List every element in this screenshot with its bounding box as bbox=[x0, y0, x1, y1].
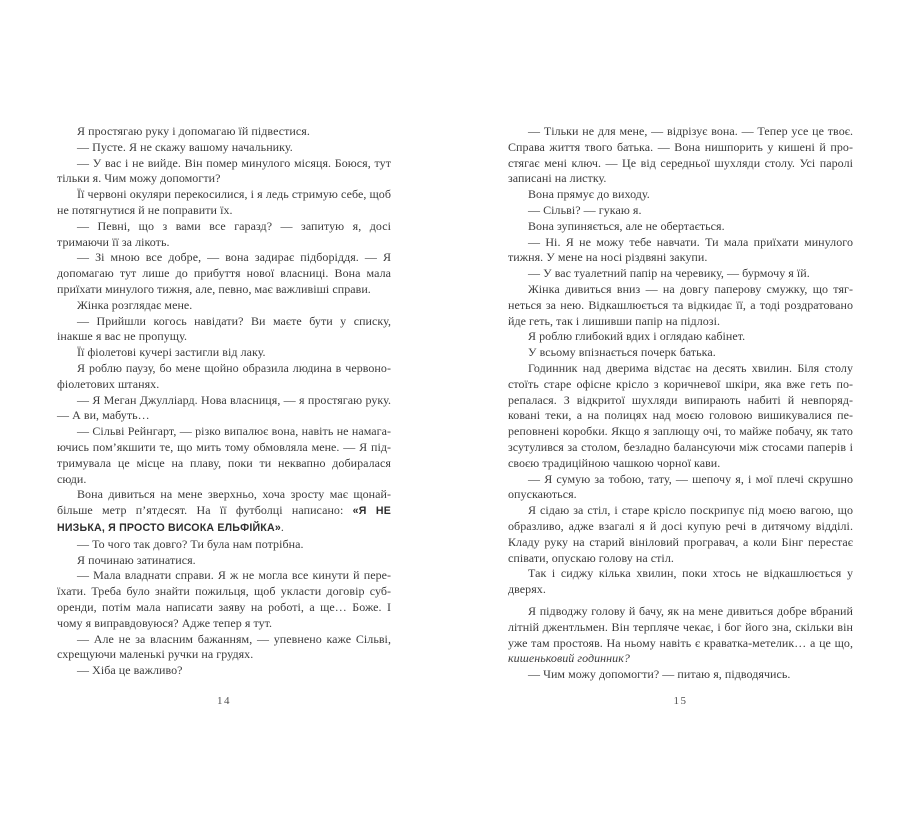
text-segment: — Ні. Я не можу тебе навчати. Ти мала приїхати минулого тижня. У мене на носі різдвяні закупи. bbox=[508, 234, 853, 265]
text-segment: Я починаю затинатися. bbox=[77, 552, 196, 567]
paragraph bbox=[57, 345, 391, 361]
text-segment: Вона прямує до виходу. bbox=[528, 187, 650, 202]
text-segment: Я сідаю за стіл, і старе крісло поскрипує під моєю вагою, що образливо, адже взагалі я й досі купую речі в дитячому відділі. Кладу руку на старий вініловий програвач, а коли Бінг перестає співати, опускаю голову на стіл. bbox=[508, 503, 853, 565]
text-segment: Я роблю паузу, бо мене щойно образила людина в червоно-фіолетових штанях. bbox=[57, 360, 391, 391]
text-segment: — У вас туалетний папір на черевику, — бурмочу я їй. bbox=[528, 266, 810, 281]
page-number-left: 14 bbox=[217, 695, 231, 707]
paragraph bbox=[57, 124, 391, 140]
paragraph bbox=[508, 124, 853, 187]
text-segment: Я роблю глибокий вдих і оглядаю кабінет. bbox=[528, 329, 746, 344]
paragraph bbox=[508, 282, 853, 329]
paragraph bbox=[57, 553, 391, 569]
text-segment: — Чим можу допомогти? — питаю я, підводячись. bbox=[528, 667, 791, 682]
paragraph bbox=[57, 187, 391, 219]
paragraph bbox=[57, 537, 391, 553]
text-segment: — Хіба це важливо? bbox=[77, 663, 183, 678]
paragraph bbox=[57, 140, 391, 156]
paragraph bbox=[57, 314, 391, 346]
text-segment: — Я Меган Джулліард. Нова власниця, — я простягаю руку. — А ви, мабуть… bbox=[57, 392, 391, 423]
text-segment: Вона зупиняється, але не обертається. bbox=[528, 218, 725, 233]
text-segment-bold-caps: «Я НЕ НИЗЬКА, Я ПРОСТО ВИСОКА ЕЛЬФІЙКА» bbox=[57, 505, 391, 534]
text-segment: — Сільві? — гукаю я. bbox=[528, 202, 642, 217]
paragraph bbox=[508, 266, 853, 282]
paragraph bbox=[508, 667, 853, 683]
page-number-right: 15 bbox=[673, 695, 688, 707]
text-segment: Вона дивиться на мене зверхньо, хоча зросту має щонайбільше метр п’ятдесят. На її футболці написано: bbox=[57, 487, 391, 518]
paragraph bbox=[508, 503, 853, 566]
text-segment: Жінка дивиться вниз — на довгу паперову смужку, що тягнеться за нею. Відкашлюється та відкидає її, а тоді роздратовано йде геть, так і лишивши папір на підлозі. bbox=[508, 281, 853, 328]
text-segment: — Я сумую за тобою, тату, — шепочу я, і мої плечі скрушно опускаються. bbox=[508, 471, 853, 502]
page-text-column-right bbox=[508, 124, 853, 683]
paragraph bbox=[57, 487, 391, 536]
paragraph bbox=[508, 566, 853, 598]
text-segment: — Мала владнати справи. Я ж не могла все кинути й переїхати. Треба було знайти пожильця, щоб укласти договір суборенди, потім мала написати заяву на роботі, а ще… Боже. І чому я виправдовуюся? Адже тепер я тут. bbox=[57, 568, 391, 630]
text-segment: Я підводжу голову й бачу, як на мене дивиться добре вбраний літній джентльмен. Він терпляче чекає, і бог його зна, скільки він уже там простояв. На ньому навіть є краватка-метелик… а це що, bbox=[508, 603, 853, 650]
text-segment: — Сільві Рейнгарт, — різко випалює вона, навіть не намагаючись пом’якшити те, що мить тому обмовляла мене. — Я підтримувала це місце на плаву, поки ти неквапно добиралася сюди. bbox=[57, 424, 391, 486]
paragraph bbox=[57, 663, 391, 679]
book-page-left bbox=[57, 124, 391, 707]
text-segment: — Зі мною все добре, — вона задирає підборіддя. — Я допомагаю тут лише до прибуття нової власниці. Вона мала приїхати минулого тижня, але, певно, має важливіші справи. bbox=[57, 250, 391, 296]
paragraph bbox=[508, 203, 853, 219]
paragraph bbox=[57, 568, 391, 631]
text-segment: Її червоні окуляри перекосилися, і я ледь стримую себе, щоб не потягнутися й не поправити їх. bbox=[57, 187, 391, 217]
text-segment: Я простягаю руку і допомагаю їй підвестися. bbox=[77, 124, 310, 138]
paragraph bbox=[508, 604, 853, 667]
page-text-column-left bbox=[57, 124, 391, 679]
paragraph bbox=[57, 361, 391, 393]
text-segment: . bbox=[280, 519, 284, 534]
paragraph bbox=[508, 219, 853, 235]
text-segment: — Прийшли когось навідати? Ви маєте бути у списку, інакше я вас не пропущу. bbox=[57, 313, 391, 344]
text-segment: — Тільки не для мене, — відрізує вона. — Тепер усе це твоє. Справа життя твого батька. — Вона нишпорить у кишені й простягає мені ключ. — Це від середньої шухляди столу. Усі паролі записані на листку. bbox=[508, 124, 853, 186]
text-segment: Так і сиджу кілька хвилин, поки хтось не відкашлюється у дверях. bbox=[508, 566, 853, 597]
text-segment: — То чого так довго? Ти була нам потрібна. bbox=[77, 536, 304, 551]
text-segment: У всьому впізнається почерк батька. bbox=[528, 345, 716, 360]
text-segment: — Пусте. Я не скажу вашому начальнику. bbox=[77, 139, 293, 154]
paragraph bbox=[57, 219, 391, 251]
paragraph bbox=[508, 345, 853, 361]
paragraph bbox=[57, 156, 391, 188]
paragraph bbox=[57, 298, 391, 314]
text-segment: Годинник над дверима відстає на десять хвилин. Біля столу стоїть старе офісне крісло з коричневої шкіри, яка вже геть порепалася. З відкритої шухляди випирають набиті й невпорядковані теки, а на полицях над моєю головою вишикувалися переповнені коробки. Якщо я заплющу очі, то майже побачу, як тато зсутулився за столом, безладно балансуючи між стосами паперів і своєю традиційною чашкою чорної кави. bbox=[508, 360, 853, 470]
paragraph bbox=[57, 250, 391, 297]
paragraph bbox=[57, 632, 391, 664]
text-segment: Її фіолетові кучері застигли від лаку. bbox=[77, 345, 266, 360]
text-segment-italic: кишеньковий годинник? bbox=[508, 651, 630, 666]
text-segment: — У вас і не вийде. Він помер минулого місяця. Боюся, тут тільки я. Чим можу допомогти? bbox=[57, 155, 391, 186]
paragraph bbox=[508, 329, 853, 345]
paragraph bbox=[57, 393, 391, 425]
paragraph bbox=[508, 361, 853, 472]
text-segment: — Певні, що з вами все гаразд? — запитую я, досі тримаючи її за лікоть. bbox=[57, 218, 391, 249]
paragraph bbox=[57, 424, 391, 487]
paragraph bbox=[508, 187, 853, 203]
paragraph bbox=[508, 235, 853, 267]
text-segment: — Але не за власним бажанням, — упевнено каже Сільві, схрещуючи маленькі ручки на грудях. bbox=[57, 631, 391, 662]
text-segment: Жінка розглядає мене. bbox=[77, 297, 193, 312]
paragraph bbox=[508, 472, 853, 504]
book-page-right bbox=[508, 124, 853, 707]
